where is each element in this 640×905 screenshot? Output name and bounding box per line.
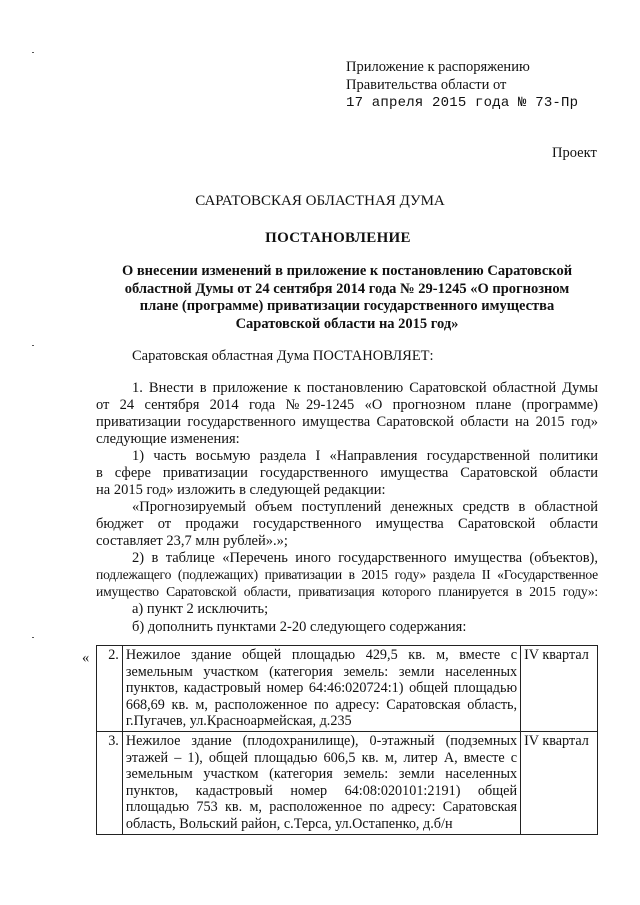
subject-line-2: областной Думы от 24 сентября 2014 года № 29-1245 «О прогнозном — [124, 281, 570, 297]
p1-line-2: от 24 сентября 2014 года №29-1245 «О прогнозном плане (программе) — [96, 397, 598, 413]
p3-line-2: бюджет от продажи государственного имущества Саратовской области — [96, 516, 598, 532]
p2-line-2: в сфере приватизации государственного имущества Саратовской области — [96, 465, 598, 481]
table-row — [97, 646, 598, 732]
annex-line-3: 17 апреля 2015 года № 73-Пр — [346, 95, 579, 111]
p2-line-1: 1) часть восьмую раздела I «Направления государственной политики — [132, 448, 598, 464]
annex-line-1: Приложение к распоряжению — [346, 59, 530, 75]
p1-line-1: 1. Внести в приложение к постановлению Саратовской областной Думы — [132, 380, 598, 396]
subject-line-3: плане (программе) приватизации государственного имущества — [139, 298, 555, 314]
margin-mark — [32, 52, 34, 53]
row-quarter: IV квартал — [521, 731, 598, 834]
subject-line-4: Саратовской области на 2015 год» — [235, 316, 459, 332]
p6-line: б) дополнить пунктами 2-20 следующего содержания: — [132, 619, 467, 635]
quote-open: « — [82, 650, 90, 666]
p5-line: а) пункт 2 исключить; — [132, 601, 269, 617]
annex-line-2: Правительства области от — [346, 77, 507, 93]
p3-line-3: составляет 23,7 млн рублей».»; — [96, 533, 288, 549]
doc-type: ПОСТАНОВЛЕНИЕ — [265, 230, 411, 246]
p4-line-3: имущество Саратовской области, приватизация которого планируется в 2015 году»: — [96, 584, 598, 599]
row-quarter: IV квартал — [521, 646, 598, 732]
row-number: 3. — [97, 731, 123, 834]
p4-line-1: 2) в таблице «Перечень иного государственного имущества (объектов), — [132, 550, 598, 566]
subject-line-1: О внесении изменений в приложение к постановлению Саратовской — [121, 263, 573, 279]
p1-line-4: следующие изменения: — [96, 431, 240, 447]
p2-line-3: на 2015 год» изложить в следующей редакции: — [96, 482, 386, 498]
org-name: САРАТОВСКАЯ ОБЛАСТНАЯ ДУМА — [195, 193, 445, 209]
p3-line-1: «Прогнозируемый объем поступлений денежных средств в областной — [132, 499, 598, 515]
decree-line: Саратовская областная Дума ПОСТАНОВЛЯЕТ: — [132, 348, 434, 364]
margin-mark — [32, 637, 34, 638]
table-row — [97, 731, 598, 834]
draft-label: Проект — [552, 145, 597, 161]
row-number: 2. — [97, 646, 123, 732]
margin-mark — [32, 345, 34, 346]
row-description: Нежилое здание (плодохранилище), 0-этажный (подземных этажей – 1), общей площадью 606,5 кв. м, литер А, вместе с земельным участком (категория земель: земли населенных пунктов, кадастровый номер 64:08:020101:2191) общей площадью 753 кв. м, расположенное по адресу: Саратовская область, Вольский район, с.Терса, ул.Остапенко, д.б/н — [122, 731, 520, 834]
p4-line-2: подлежащего (подлежащих) приватизации в 2015 году» раздела II «Государственное — [96, 567, 598, 582]
p1-line-3: приватизации государственного имущества Саратовской области на 2015 год» — [96, 414, 598, 430]
items-table — [96, 645, 598, 835]
row-description: Нежилое здание общей площадью 429,5 кв. м, вместе с земельным участком (категория земель: земли населенных пунктов, кадастровый номер 64:46:020724:1) общей площадью 668,69 кв. м, расположенное по адресу: Саратовская область, г.Пугачев, ул.Красноармейская, д.235 — [122, 646, 520, 732]
